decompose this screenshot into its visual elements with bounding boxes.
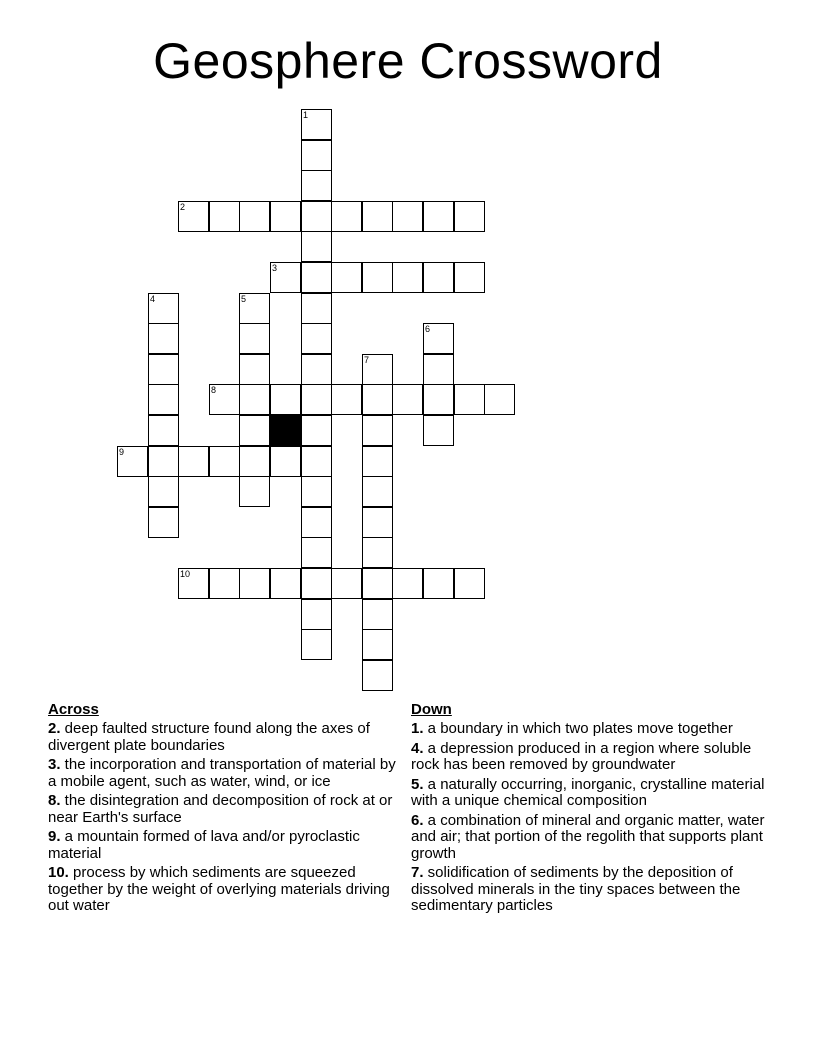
grid-cell[interactable] <box>454 201 485 232</box>
clue-text: a boundary in which two plates move together <box>423 720 733 737</box>
grid-cell[interactable] <box>331 201 362 232</box>
clue-text: a combination of mineral and organic matter, water and air; that portion of the regolith that supports plant growth <box>411 811 765 862</box>
down-clue <box>411 813 771 863</box>
down-clues <box>411 701 771 918</box>
clue-number: 5. <box>411 775 424 793</box>
clue-text: solidification of sediments by the deposition of dissolved minerals in the tiny spaces between the sedimentary particles <box>411 864 741 914</box>
clue-number: 8. <box>48 792 61 809</box>
black-square <box>270 415 301 446</box>
clue-number: 6. <box>411 811 424 829</box>
grid-cell[interactable] <box>331 568 362 599</box>
grid-cell[interactable] <box>270 568 301 599</box>
grid-cell[interactable] <box>301 231 332 262</box>
clue-number: 4. <box>411 739 424 757</box>
grid-cell[interactable] <box>148 384 179 415</box>
grid-cell[interactable] <box>362 354 393 385</box>
grid-cell[interactable] <box>239 446 270 477</box>
grid-cell[interactable] <box>209 201 240 232</box>
grid-cell[interactable] <box>392 568 423 599</box>
clue-number: 7. <box>411 864 424 881</box>
grid-cell[interactable] <box>301 109 332 140</box>
grid-cell[interactable] <box>392 384 423 415</box>
clue-text: the incorporation and transportation of material by a mobile agent, such as water, wind, or ice <box>48 756 396 790</box>
grid-cell[interactable] <box>239 323 270 354</box>
grid-cell[interactable] <box>148 415 179 446</box>
grid-cell[interactable] <box>301 293 332 324</box>
grid-cell[interactable] <box>239 354 270 385</box>
cell-number: 9 <box>119 447 125 457</box>
grid-cell[interactable] <box>301 323 332 354</box>
grid-cell[interactable] <box>301 415 332 446</box>
cell-number: 3 <box>272 263 278 273</box>
clue-text: a depression produced in a region where soluble rock has been removed by groundwater <box>411 739 752 773</box>
grid-cell[interactable] <box>484 384 515 415</box>
grid-cell[interactable] <box>362 415 393 446</box>
grid-cell[interactable] <box>454 384 485 415</box>
grid-cell[interactable] <box>301 599 332 630</box>
grid-cell[interactable] <box>362 476 393 507</box>
grid-cell[interactable] <box>423 323 454 354</box>
grid-cell[interactable] <box>209 384 240 415</box>
down-clue <box>411 777 771 810</box>
grid-cell[interactable] <box>148 323 179 354</box>
grid-cell[interactable] <box>362 537 393 568</box>
grid-cell[interactable] <box>209 446 240 477</box>
grid-cell[interactable] <box>178 446 209 477</box>
grid-cell[interactable] <box>239 568 270 599</box>
grid-cell[interactable] <box>178 568 209 599</box>
clue-number: 9. <box>48 828 61 845</box>
clue-text: process by which sediments are squeezed together by the weight of overlying materials driving out water <box>48 864 390 914</box>
grid-cell[interactable] <box>423 384 454 415</box>
clue-text: deep faulted structure found along the axes of divergent plate boundaries <box>48 720 370 754</box>
grid-cell[interactable] <box>239 293 270 324</box>
across-clue <box>48 865 408 915</box>
grid-cell[interactable] <box>301 201 332 232</box>
across-clue <box>48 793 408 826</box>
cell-number: 5 <box>241 294 247 304</box>
across-clue <box>48 757 408 790</box>
cell-number: 4 <box>150 294 156 304</box>
grid-cell[interactable] <box>454 262 485 293</box>
grid-cell[interactable] <box>117 446 148 477</box>
grid-cell[interactable] <box>301 537 332 568</box>
grid-cell[interactable] <box>423 201 454 232</box>
grid-cell[interactable] <box>454 568 485 599</box>
grid-cell[interactable] <box>270 201 301 232</box>
down-clue <box>411 741 771 774</box>
grid-cell[interactable] <box>270 262 301 293</box>
grid-cell[interactable] <box>331 262 362 293</box>
grid-cell[interactable] <box>392 201 423 232</box>
grid-cell[interactable] <box>301 262 332 293</box>
across-clue <box>48 721 408 754</box>
cell-number: 6 <box>425 324 431 334</box>
grid-cell[interactable] <box>148 354 179 385</box>
grid-cell[interactable] <box>362 599 393 630</box>
grid-cell[interactable] <box>301 476 332 507</box>
grid-cell[interactable] <box>362 384 393 415</box>
cell-number: 8 <box>211 385 217 395</box>
grid-cell[interactable] <box>270 384 301 415</box>
grid-cell[interactable] <box>362 201 393 232</box>
grid-cell[interactable] <box>423 262 454 293</box>
clue-number: 10. <box>48 864 69 881</box>
clue-text: a mountain formed of lava and/or pyroclastic material <box>48 828 360 862</box>
clue-number: 3. <box>48 756 61 773</box>
cell-number: 2 <box>180 202 186 212</box>
across-clues <box>48 701 408 918</box>
grid-cell[interactable] <box>301 170 332 201</box>
grid-cell[interactable] <box>362 507 393 538</box>
grid-cell[interactable] <box>178 201 209 232</box>
grid-cell[interactable] <box>148 476 179 507</box>
grid-cell[interactable] <box>362 446 393 477</box>
clue-number: 1. <box>411 720 424 737</box>
grid-cell[interactable] <box>362 262 393 293</box>
down-clue <box>411 721 771 738</box>
grid-cell[interactable] <box>301 629 332 660</box>
page-title: Geosphere Crossword <box>153 33 663 89</box>
grid-cell[interactable] <box>239 476 270 507</box>
grid-cell[interactable] <box>392 262 423 293</box>
grid-cell[interactable] <box>301 446 332 477</box>
grid-cell[interactable] <box>362 568 393 599</box>
cell-number: 10 <box>180 569 191 579</box>
across-heading: Across <box>48 701 99 718</box>
clue-text: a naturally occurring, inorganic, crystalline material with a unique chemical composition <box>411 775 765 809</box>
down-clue <box>411 865 771 915</box>
grid-cell[interactable] <box>239 201 270 232</box>
grid-cell[interactable] <box>301 140 332 171</box>
grid-cell[interactable] <box>148 507 179 538</box>
across-clue <box>48 829 408 862</box>
grid-cell[interactable] <box>301 568 332 599</box>
grid-cell[interactable] <box>239 415 270 446</box>
grid-cell[interactable] <box>423 568 454 599</box>
grid-cell[interactable] <box>301 354 332 385</box>
grid-cell[interactable] <box>362 660 393 691</box>
clue-number: 2. <box>48 720 61 737</box>
down-heading: Down <box>411 701 452 718</box>
cell-number: 1 <box>303 110 309 120</box>
grid-cell[interactable] <box>423 415 454 446</box>
grid-cell[interactable] <box>331 384 362 415</box>
grid-cell[interactable] <box>148 293 179 324</box>
grid-cell[interactable] <box>270 446 301 477</box>
grid-cell[interactable] <box>301 384 332 415</box>
grid-cell[interactable] <box>148 446 179 477</box>
clue-text: the disintegration and decomposition of rock at or near Earth's surface <box>48 792 393 826</box>
grid-cell[interactable] <box>362 629 393 660</box>
grid-cell[interactable] <box>301 507 332 538</box>
grid-cell[interactable] <box>239 384 270 415</box>
grid-cell[interactable] <box>209 568 240 599</box>
grid-cell[interactable] <box>423 354 454 385</box>
cell-number: 7 <box>364 355 370 365</box>
